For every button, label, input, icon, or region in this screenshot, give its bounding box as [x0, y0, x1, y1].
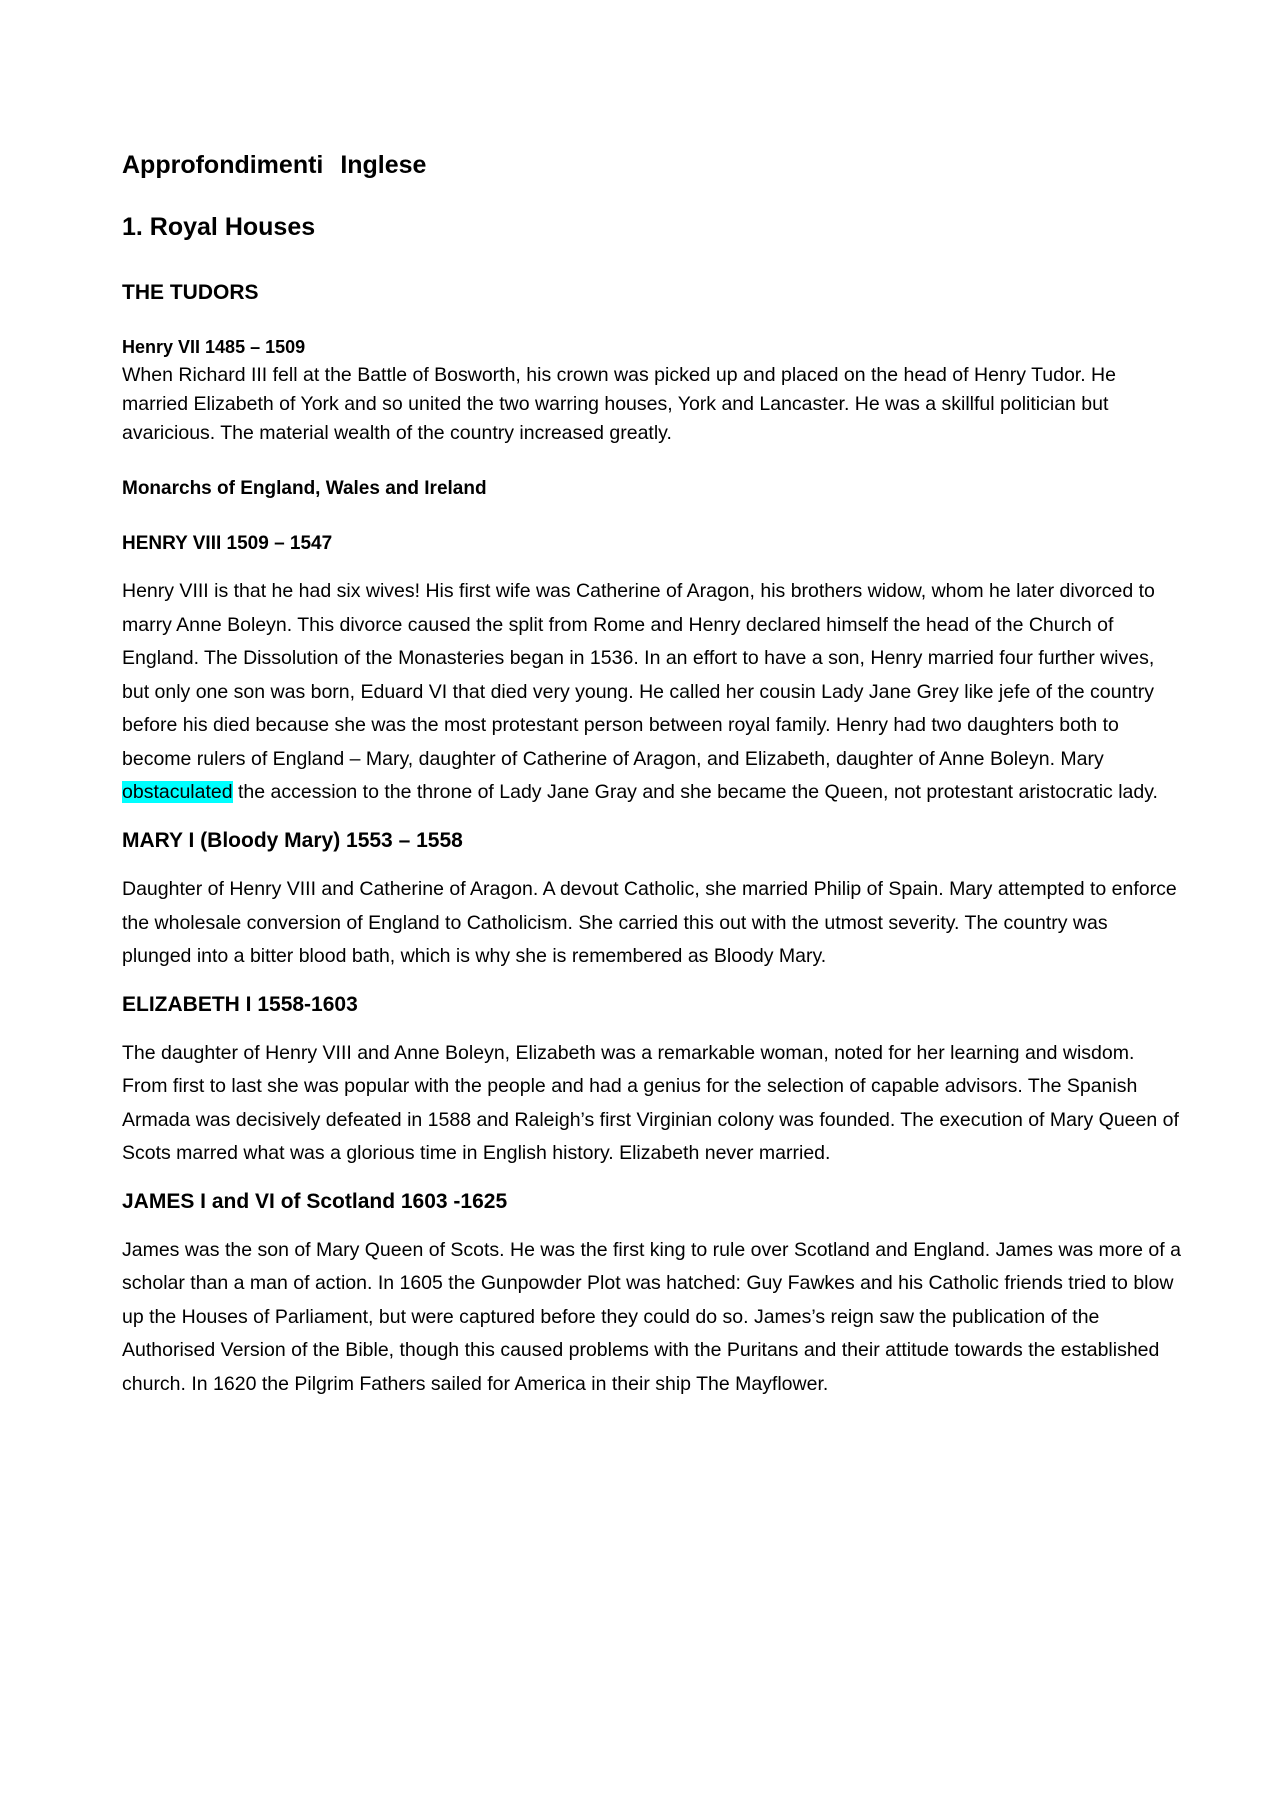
- document-page: [122, 150, 1182, 1401]
- james1-paragraph: James was the son of Mary Queen of Scots. He was the first king to rule over Scotland and England. James was more of a scholar than a man of action. In 1605 the Gunpowder Plot was hatched: Guy Fawkes and his Catholic friends tried to blow up the Houses of Parliament, but were captured before they could do so. James’s reign saw the publication of the Authorised Version of the Bible, though this caused problems with the Puritans and their attitude towards the established church. In 1620 the Pilgrim Fathers sailed for America in their ship The Mayflower.: [122, 1238, 1181, 1395]
- henry8-text-before: Henry VIII is that he had six wives! His first wife was Catherine of Aragon, his brothers widow, whom he later divorced to marry Anne Boleyn. This divorce caused the split from Rome and Henry declared himself the head of the Church of England. The Dissolution of the Monasteries began in 1536. In an effort to have a son, Henry married four further wives, but only one son was born, Eduard VI that died very young. He called her cousin Lady Jane Grey like jefe of the country before his died because she was the most protestant person between royal family. Henry had two daughters both to become rulers of England – Mary, daughter of Catherine of Aragon, and Elizabeth, daughter of Anne Boleyn. Mary: [122, 580, 1155, 770]
- henry7-heading: Henry VII 1485 – 1509: [122, 337, 306, 358]
- elizabeth1-paragraph: The daughter of Henry VIII and Anne Boleyn, Elizabeth was a remarkable woman, noted for her learning and wisdom. From first to last she was popular with the people and had a genius for the selection of capable advisors. The Spanish Armada was decisively defeated in 1588 and Raleigh’s first Virginian colony was founded. The execution of Mary Queen of Scots marred what was a glorious time in English history. Elizabeth never married.: [122, 1041, 1179, 1165]
- henry8-paragraph: [122, 575, 1182, 810]
- henry8-section: [122, 533, 1182, 810]
- house-title: THE TUDORS: [122, 281, 259, 304]
- henry8-heading: HENRY VIII 1509 – 1547: [122, 532, 333, 554]
- mary1-section: [122, 828, 1182, 974]
- highlighted-word[interactable]: obstaculated: [122, 781, 233, 804]
- elizabeth1-section: [122, 992, 1182, 1171]
- henry8-text-after: the accession to the throne of Lady Jane Gray and she became the Queen, not protestant aristocratic lady.: [232, 781, 1158, 804]
- henry7-section: [122, 337, 1182, 448]
- document-title-part2: Inglese: [340, 151, 427, 179]
- james1-heading: JAMES I and VI of Scotland 1603 -1625: [122, 1189, 508, 1213]
- henry7-paragraph: When Richard III fell at the Battle of Bosworth, his crown was picked up and placed on the head of Henry Tudor. He married Elizabeth of York and so united the two warring houses, York and Lancaster. He was a skillful politician but avaricious. The material wealth of the country increased greatly.: [122, 363, 1116, 444]
- mary1-paragraph: Daughter of Henry VIII and Catherine of Aragon. A devout Catholic, she married Philip of Spain. Mary attempted to enforce the wholesale conversion of England to Catholicism. She carried this out with the utmost severity. The country was plunged into a bitter blood bath, which is why she is remembered as Bloody Mary.: [122, 878, 1177, 968]
- mary1-heading: MARY I (Bloody Mary) 1553 – 1558: [122, 828, 463, 852]
- elizabeth1-heading: ELIZABETH I 1558-1603: [122, 992, 358, 1016]
- section-title: 1. Royal Houses: [122, 213, 316, 241]
- james1-section: [122, 1189, 1182, 1402]
- monarchs-heading: Monarchs of England, Wales and Ireland: [122, 477, 487, 499]
- document-title: [122, 150, 1182, 180]
- document-title-part1: Approfondimenti: [122, 151, 324, 179]
